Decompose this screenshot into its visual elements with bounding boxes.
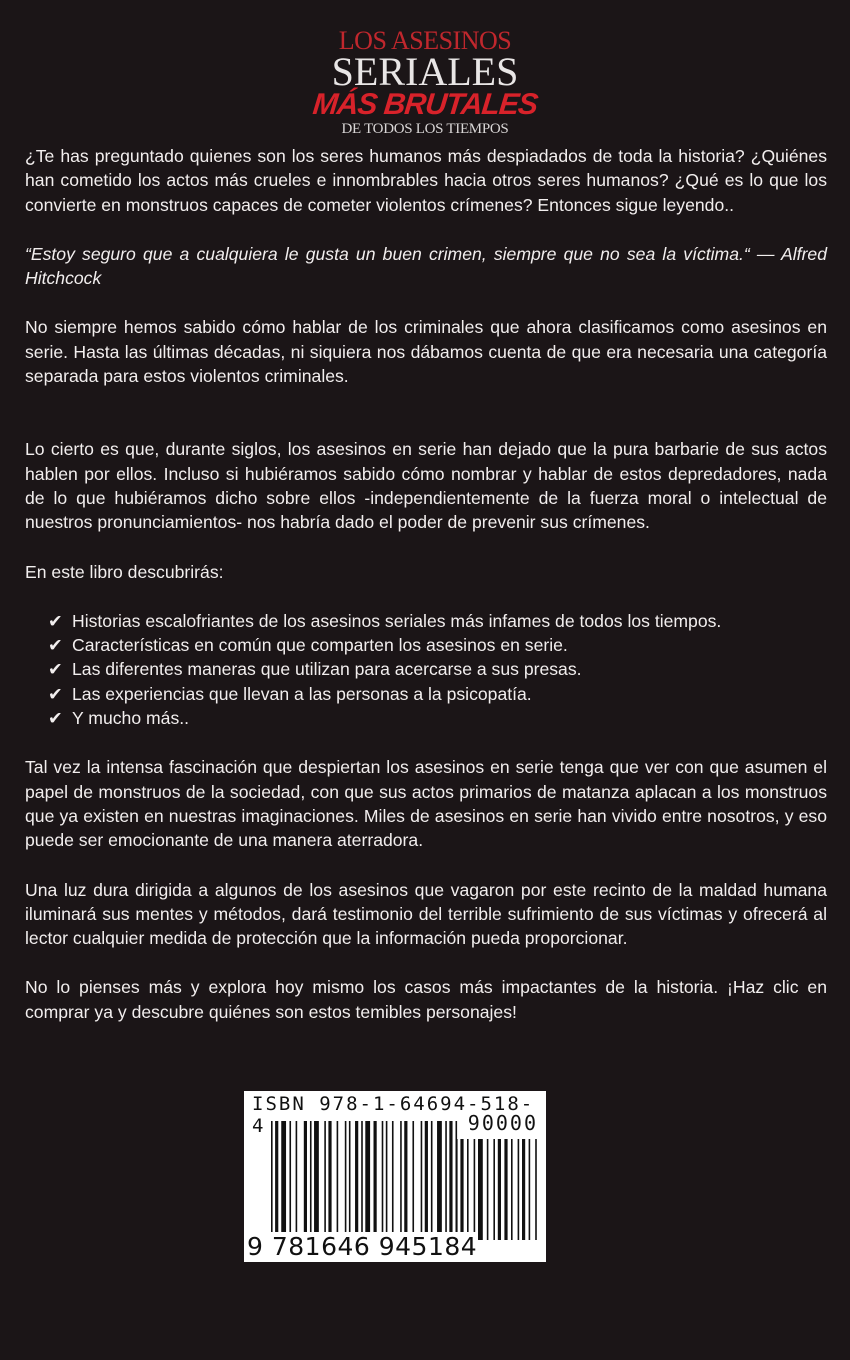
- barcode-bar: [361, 1121, 363, 1239]
- hitchcock-quote: “Estoy seguro que a cualquiera le gusta un buen crimen, siempre que no sea la víctima.“ — Alfred Hitchcock: [25, 243, 827, 289]
- barcode-bar: [365, 1121, 370, 1249]
- check-icon: ✔: [48, 683, 63, 704]
- barcode-bar: [345, 1121, 347, 1239]
- barcode-bar: [304, 1121, 307, 1239]
- barcode-bar: [392, 1121, 394, 1239]
- barcode-bar: [445, 1121, 447, 1239]
- intro-paragraph: ¿Te has preguntado quienes son los seres humanos más despiadados de toda la historia? ¿Quiénes han cometido los actos más crueles e innombrables hacia otros seres humanos? ¿Qué es lo que los convierte en monstruos capaces de cometer violentos crímenes? Entonces sigue leyendo..: [25, 146, 827, 215]
- isbn-text: ISBN 978-1-64694-518-4: [252, 1093, 535, 1137]
- barcode-bar: [467, 1139, 469, 1240]
- paragraph-4: Lo cierto es que, durante siglos, los asesinos en serie han dejado que la pura barbarie de sus actos hablen por ellos. Incluso si hubiéramos sabido cómo nombrar y hablar de estos depredadores, nada de lo que hubiéramos dicho sobre ellos -independientemente de la fuerza moral o intelectual de nuestros pronunciamientos- nos habría dado el poder de prevenir sus crímenes.: [25, 439, 827, 533]
- barcode-bar: [328, 1121, 331, 1239]
- ean-number: 9 781646 945184: [247, 1232, 478, 1261]
- barcode-bar: [374, 1121, 377, 1239]
- barcode-bar: [487, 1139, 489, 1240]
- barcode-bar: [421, 1121, 423, 1239]
- barcode-bar: [412, 1121, 414, 1239]
- barcode-bar: [296, 1121, 298, 1239]
- barcode-bar: [271, 1121, 273, 1249]
- barcode-bar: [310, 1121, 312, 1239]
- barcode-bar: [431, 1121, 433, 1239]
- list-item-text: Historias escalofriantes de los asesinos seriales más infames de todos los tiempos.: [72, 610, 722, 631]
- barcode-bar: [437, 1121, 442, 1239]
- barcode-bar: [275, 1121, 278, 1249]
- list-item-text: Las experiencias que llevan a las personas a la psicopatía.: [72, 683, 532, 704]
- check-icon: ✔: [48, 708, 63, 729]
- barcode-bar: [314, 1121, 319, 1239]
- price-addon-text: 90000: [467, 1111, 538, 1135]
- barcode-bar: [289, 1121, 291, 1239]
- list-item-text: Características en común que comparten los asesinos en serie.: [72, 635, 568, 656]
- barcode-bar: [456, 1139, 458, 1240]
- paragraph-8: No lo pienses más y explora hoy mismo los casos más impactantes de la historia. ¡Haz clic en comprar ya y descubre quiénes son estos temibles personajes!: [25, 977, 827, 1022]
- check-icon: ✔: [48, 610, 63, 631]
- barcode-bar: [511, 1139, 513, 1240]
- title-line-4: DE TODOS LOS TIEMPOS: [341, 121, 509, 137]
- barcode-bar: [281, 1121, 286, 1239]
- barcode-bar: [493, 1139, 495, 1240]
- paragraph-6: Tal vez la intensa fascinación que despiertan los asesinos en serie tenga que ver con que asumen el papel de monstruos de la sociedad, con que sus actos primarios de matanza aplacan a los monstruos que ya existen en nuestras imaginaciones. Miles de asesinos en serie han vivido entre nosotros, y eso puede ser emocionante de una manera aterradora.: [25, 757, 827, 851]
- barcode-bar: [474, 1139, 476, 1240]
- barcode-bar: [349, 1121, 351, 1239]
- barcode-bar: [498, 1139, 501, 1240]
- barcode-bar: [386, 1121, 388, 1239]
- list-item-text: Y mucho más..: [72, 708, 190, 729]
- list-item: [48, 657, 827, 681]
- title-line-3: MÁS BRUTALES: [311, 88, 539, 121]
- bullet-list: [25, 609, 827, 730]
- list-item: [48, 682, 827, 706]
- list-item: [48, 706, 827, 730]
- book-title: [0, 28, 850, 138]
- paragraph-7: Una luz dura dirigida a algunos de los asesinos que vagaron por este recinto de la maldad humana iluminará sus mentes y métodos, dará testimonio del terrible sufrimiento de sus víctimas y ofrecerá al lector cualquier medida de protección que la información pueda proporcionar.: [25, 879, 827, 949]
- barcode-bar: [400, 1121, 402, 1239]
- title-line-2: SERIALES: [331, 49, 519, 94]
- barcode-bar: [382, 1121, 384, 1239]
- barcode-bar: [535, 1139, 537, 1240]
- title-line-1: LOS ASESINOS: [338, 26, 512, 55]
- barcode-bar: [404, 1121, 407, 1239]
- paragraph-3: No siempre hemos sabido cómo hablar de los criminales que ahora clasificamos como asesinos en serie. Hasta las últimas décadas, ni siquiera nos dábamos cuenta de que era necesaria una categoría separada para estos violentos criminales.: [25, 317, 827, 387]
- barcode-bar: [522, 1139, 525, 1240]
- list-item-text: Las diferentes maneras que utilizan para acercarse a sus presas.: [72, 659, 582, 680]
- barcode-bar: [504, 1139, 507, 1240]
- barcode-bar: [337, 1121, 339, 1239]
- check-icon: ✔: [48, 659, 63, 680]
- isbn-barcode: [244, 1091, 546, 1262]
- back-cover-text: [25, 144, 827, 1049]
- barcode-bar: [449, 1121, 452, 1239]
- barcode-bar: [460, 1139, 463, 1240]
- check-icon: ✔: [48, 635, 63, 656]
- list-item: [48, 633, 827, 657]
- barcode-bar: [529, 1139, 531, 1240]
- barcode-bar: [425, 1121, 428, 1239]
- barcode-bar: [478, 1139, 483, 1240]
- paragraph-5: En este libro descubrirás:: [25, 561, 224, 582]
- barcode-bar: [518, 1139, 520, 1240]
- list-item: [48, 609, 827, 633]
- barcode-bar: [324, 1121, 326, 1239]
- barcode-bar: [355, 1121, 358, 1239]
